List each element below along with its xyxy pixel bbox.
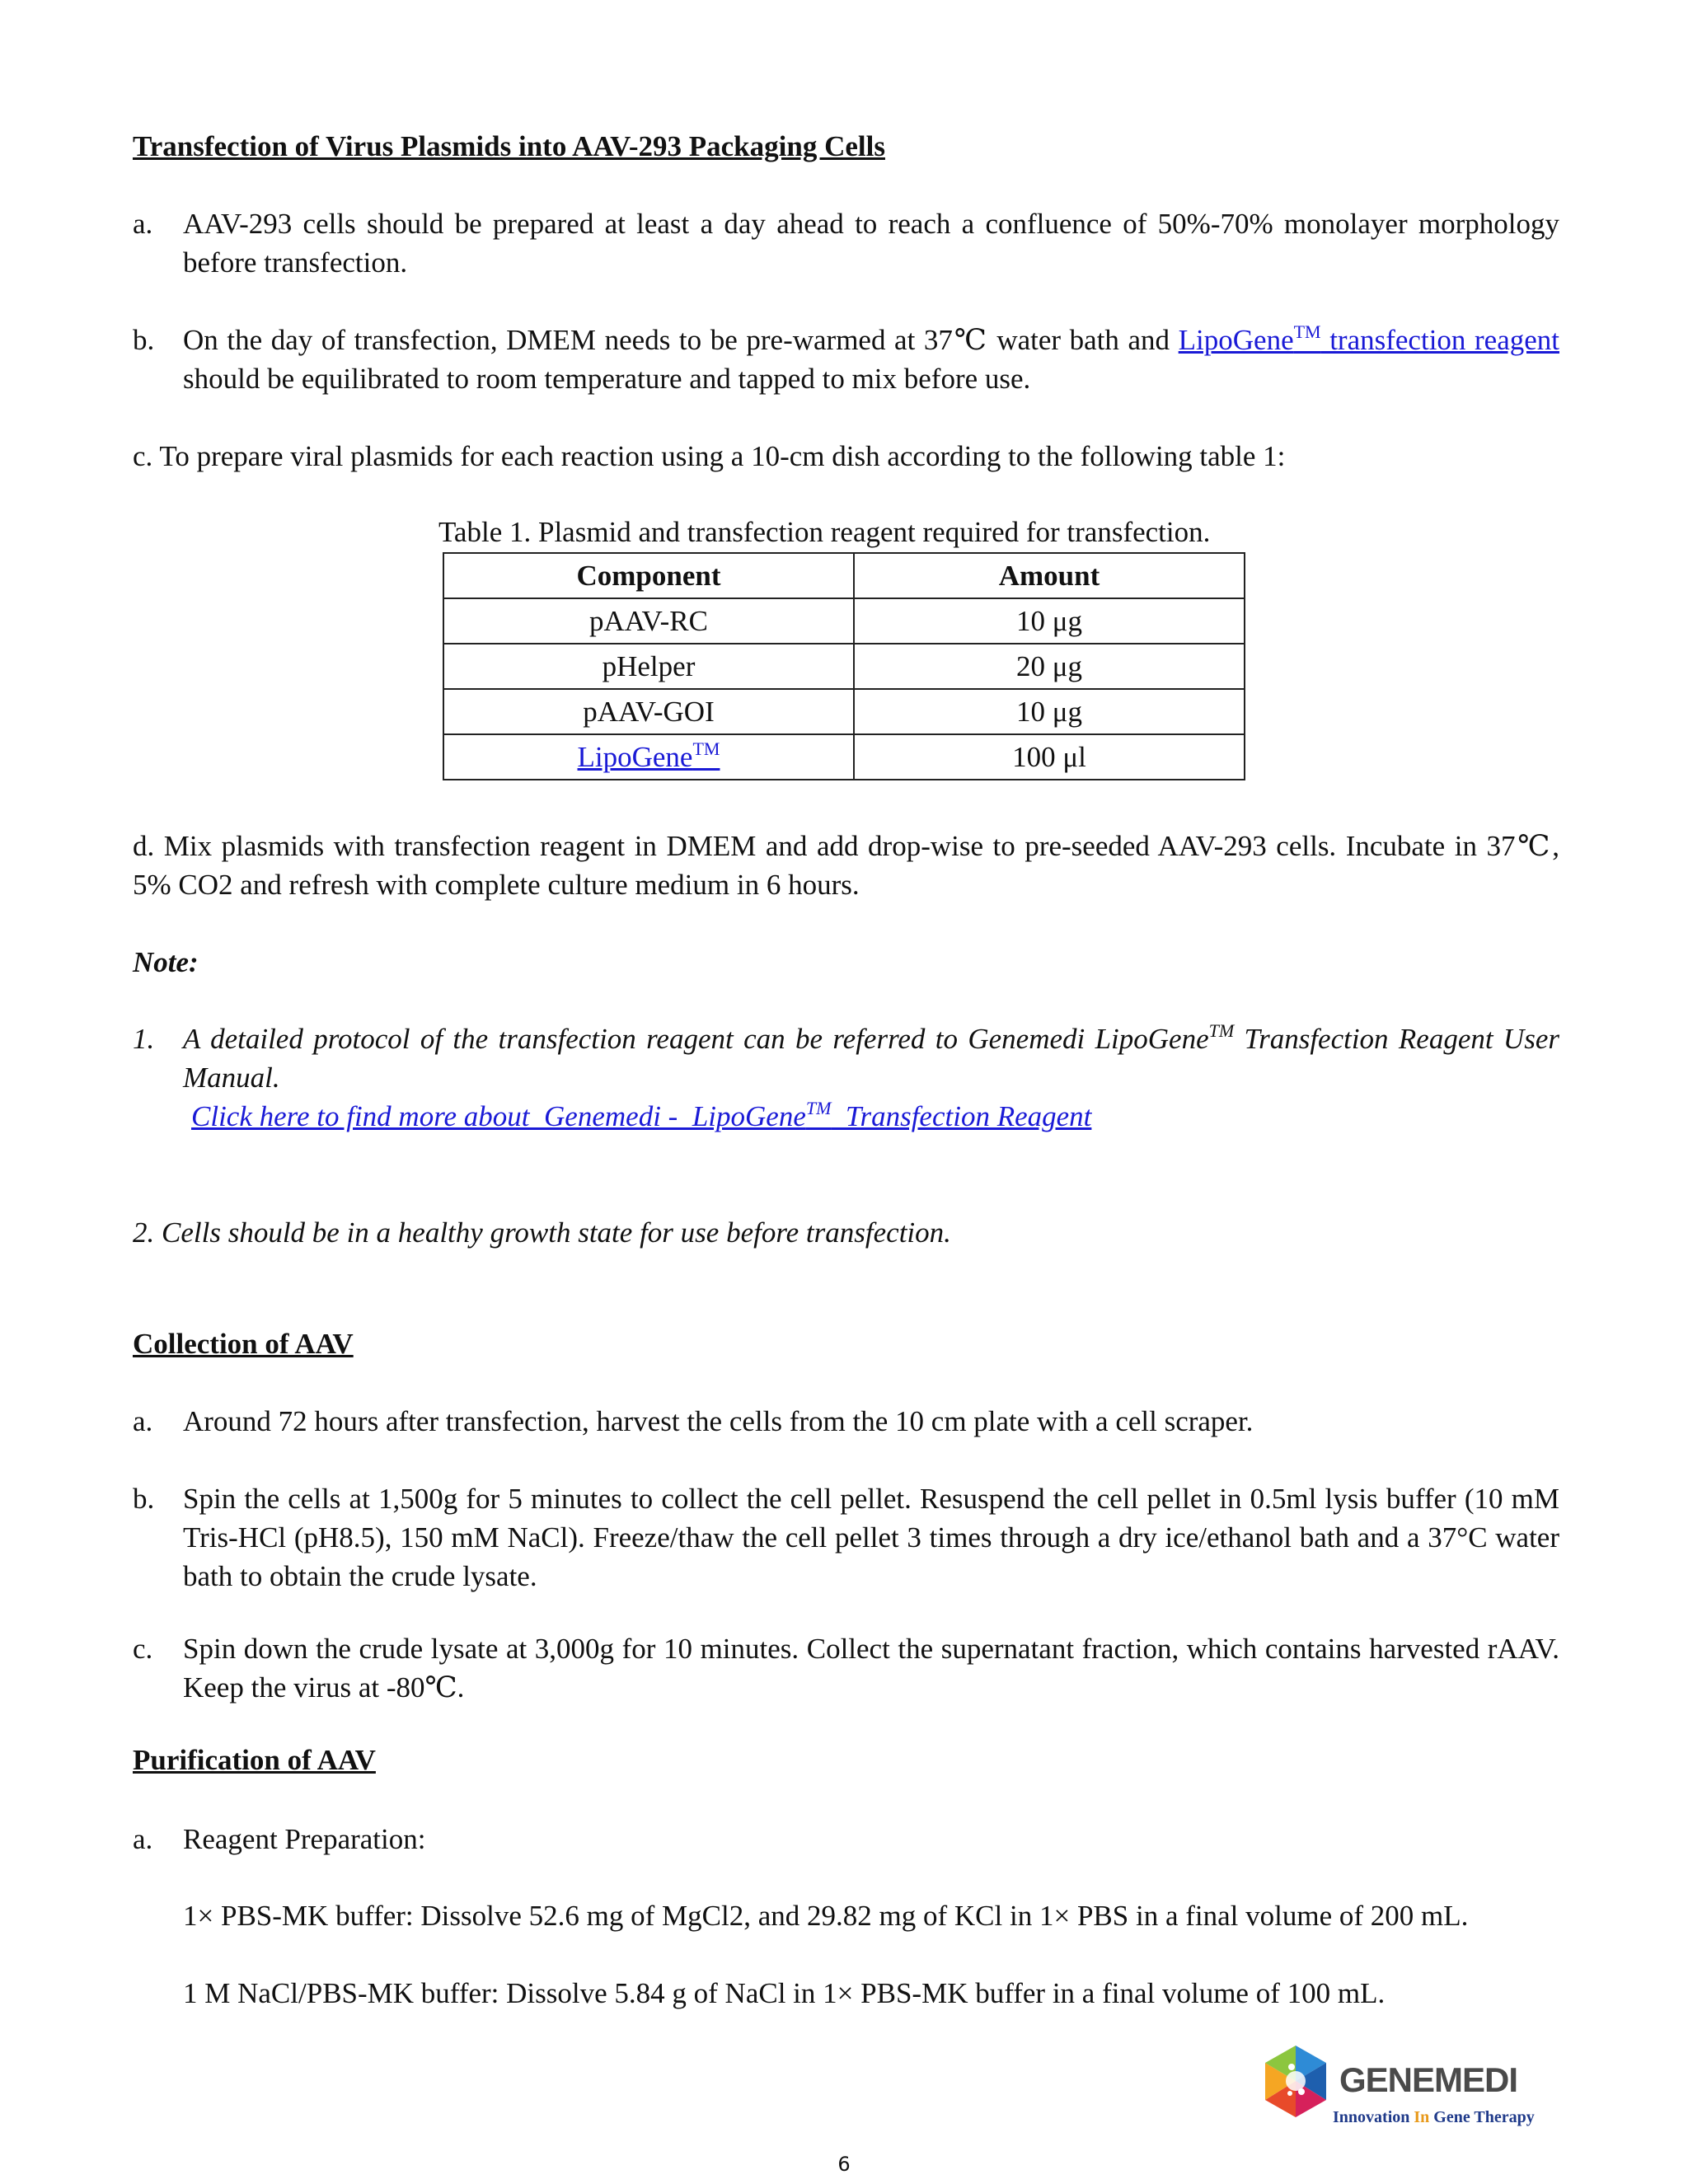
page-number: 6 [837, 2153, 851, 2176]
list-label: b. [133, 1483, 155, 1515]
reagent-line-1: 1× PBS-MK buffer: Dissolve 52.6 mg of MgCl2, and 29.82 mg of KCl in 1× PBS in a final volume of 200 mL. [183, 1900, 1469, 1932]
note-title: Note: [133, 946, 199, 978]
list-item [133, 321, 1559, 398]
list-label: b. [133, 324, 155, 356]
trademark-sup: TM [1293, 321, 1321, 342]
plasmid-table [443, 552, 1245, 780]
list-label: a. [133, 208, 153, 240]
table-cell [443, 734, 854, 780]
table-cell: 100 μl [854, 734, 1245, 780]
text-span: Transfection Reagent User Manual. [183, 1023, 1559, 1094]
list-item [133, 1820, 1559, 1858]
paragraph-c: c. To prepare viral plasmids for each reaction using a 10-cm dish according to the following table 1: [133, 440, 1286, 472]
tagline-text: Innovation [1333, 2108, 1414, 2126]
tagline-in: In [1414, 2108, 1430, 2126]
list-label: a. [133, 1405, 153, 1437]
trademark-sup: TM [1208, 1020, 1235, 1041]
trademark-sup: TM [692, 738, 720, 759]
section-heading-transfection: Transfection of Virus Plasmids into AAV-293 Packaging Cells [133, 130, 885, 162]
link-text: transfection reagent [1320, 324, 1559, 356]
section-heading-purification: Purification of AAV [133, 1744, 376, 1776]
text-span: A detailed protocol of the transfection reagent can be referred to Genemedi LipoGene [183, 1023, 1209, 1055]
genemedi-logo [1257, 2042, 1554, 2133]
paragraph-d: d. Mix plasmids with transfection reagent in DMEM and add drop-wise to pre-seeded AAV-293 cells. Incubate in 37℃, 5% CO2 and refresh with complete culture medium in 6 hours. [133, 830, 1559, 901]
reagent-line-2: 1 M NaCl/PBS-MK buffer: Dissolve 5.84 g of NaCl in 1× PBS-MK buffer in a final volume of 100 mL. [183, 1977, 1386, 2009]
list-item [133, 204, 1559, 282]
table-row [443, 689, 1245, 734]
trademark-sup: TM [805, 1098, 832, 1118]
list-text: Around 72 hours after transfection, harvest the cells from the 10 cm plate with a cell scraper. [183, 1405, 1254, 1437]
note-text [183, 1019, 1559, 1097]
table-header-amount: Amount [854, 553, 1245, 598]
list-text [183, 321, 1559, 398]
table-row [443, 598, 1245, 644]
list-item [133, 1402, 1559, 1441]
link-text: LipoGene [1178, 324, 1294, 356]
table-cell: 10 μg [854, 598, 1245, 644]
list-text: AAV-293 cells should be prepared at least a day ahead to reach a confluence of 50%-70% monolayer morphology before transfection. [183, 208, 1559, 279]
table-cell: pHelper [443, 644, 854, 689]
list-item [133, 1479, 1559, 1596]
list-text: Spin down the crude lysate at 3,000g for 10 minutes. Collect the supernatant fraction, which contains harvested rAAV. Keep the virus at -80℃. [183, 1633, 1559, 1704]
table-cell: 20 μg [854, 644, 1245, 689]
table-cell: 10 μg [854, 689, 1245, 734]
note-item-2: 2. Cells should be in a healthy growth state for use before transfection. [133, 1216, 951, 1249]
note-link-line [191, 1097, 1559, 1136]
note-item-1 [133, 1019, 1559, 1136]
text-span: On the day of transfection, DMEM needs to be pre-warmed at 37℃ water bath and [183, 324, 1179, 356]
lipogene-table-link[interactable] [577, 738, 720, 773]
list-label: c. [133, 1633, 153, 1665]
table-row [443, 644, 1245, 689]
table-cell: pAAV-GOI [443, 689, 854, 734]
table-header-component: Component [443, 553, 854, 598]
link-text: Transfection Reagent [831, 1100, 1092, 1132]
link-text: Click here to find more about Genemedi - LipoGene [191, 1100, 806, 1132]
table-cell: pAAV-RC [443, 598, 854, 644]
table-row [443, 734, 1245, 780]
list-label: 1. [133, 1023, 155, 1055]
hexagon-logo-icon [1257, 2042, 1335, 2121]
logo-tagline [1333, 2108, 1535, 2127]
table-caption: Table 1. Plasmid and transfection reagent required for transfection. [438, 516, 1211, 548]
genemedi-lipogene-link[interactable] [191, 1100, 1091, 1132]
lipogene-link[interactable] [1178, 321, 1559, 356]
link-text: LipoGene [577, 740, 693, 773]
list-item [133, 1629, 1559, 1707]
section-heading-collection: Collection of AAV [133, 1328, 354, 1360]
text-span: should be equilibrated to room temperature and tapped to mix before use. [183, 363, 1031, 395]
table-header-row [443, 553, 1245, 598]
list-text: Reagent Preparation: [183, 1823, 426, 1855]
tagline-text: Gene Therapy [1429, 2108, 1535, 2126]
list-text: Spin the cells at 1,500g for 5 minutes to collect the cell pellet. Resuspend the cell pellet in 0.5ml lysis buffer (10 mM Tris-HCl (pH8.5), 150 mM NaCl). Freeze/thaw the cell pellet 3 times through a dry ice/ethanol bath and a 37°C water bath to obtain the crude lysate. [183, 1483, 1559, 1592]
list-label: a. [133, 1823, 153, 1855]
logo-wordmark: GENEMEDI [1339, 2060, 1518, 2099]
